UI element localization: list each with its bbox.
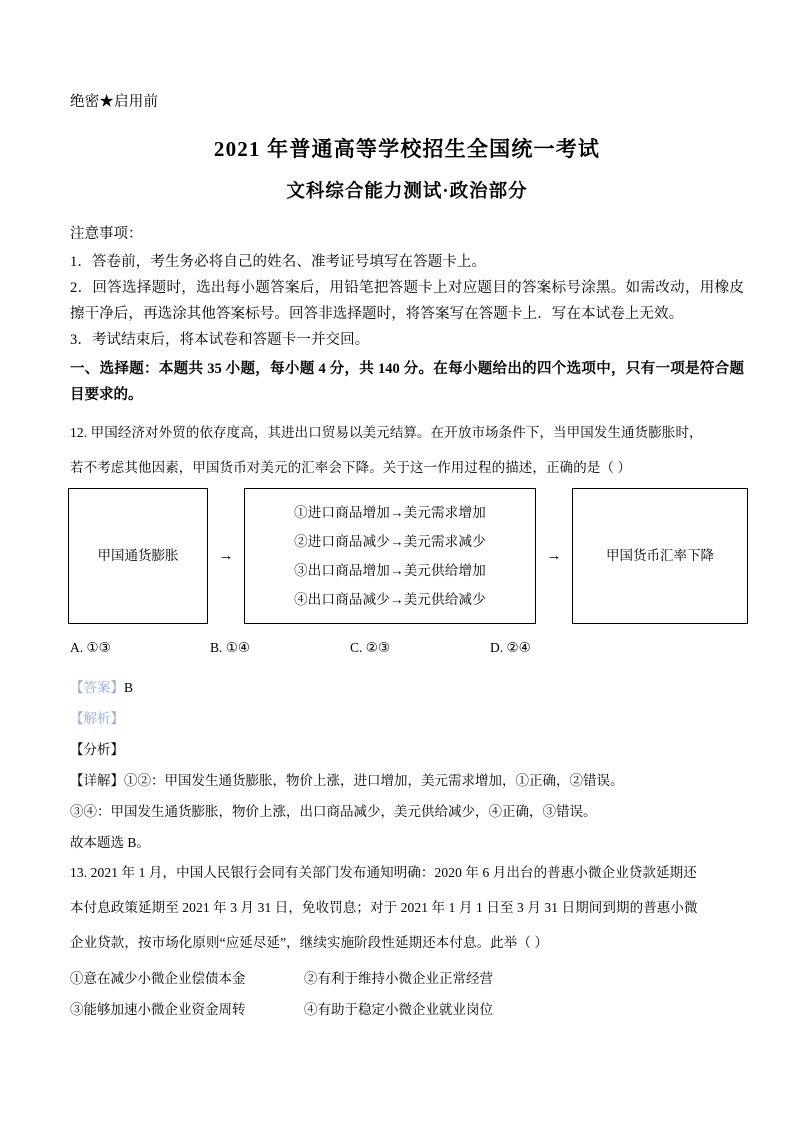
question-13-stem-line-2: 本付息政策延期至 2021 年 3 月 31 日，免收罚息；对于 2021 年 1 月 1 日至 3 月 31 日期间到期的普惠小微	[70, 900, 698, 915]
analysis-tag: 【解析】	[70, 711, 124, 726]
flow-process-line-3: ③出口商品增加→美元供给增加	[294, 563, 486, 578]
notices-heading: 注意事项：	[70, 226, 143, 242]
statement-1[interactable]: ①意在减少小微企业偿债本金	[70, 971, 246, 986]
flow-process-line-1: ①进口商品增加→美元需求增加	[294, 505, 486, 520]
arrow-right-icon-2: →	[546, 547, 562, 564]
statement-row	[70, 963, 744, 994]
flow-box-cause: 甲国通货膨胀	[68, 488, 208, 624]
question-12-conclusion: 故本题选 B。	[70, 835, 150, 850]
fenxi-tag: 【分析】	[70, 742, 124, 757]
statement-3[interactable]: ③能够加速小微企业资金周转	[70, 1002, 246, 1017]
question-12-flow-diagram	[68, 488, 748, 624]
question-12-stem-line-1: 12. 甲国经济对外贸的依存度高，其进出口贸易以美元结算。在开放市场条件下，当甲国发生通货膨胀时，	[70, 425, 703, 440]
answer-value: B	[124, 680, 134, 695]
flow-box-result: 甲国货币汇率下降	[572, 488, 748, 624]
statement-row	[70, 994, 744, 1025]
statement-4[interactable]: ④有助于稳定小微企业就业岗位	[304, 1002, 493, 1017]
option-c[interactable]: C. ②③	[350, 640, 390, 655]
option-d[interactable]: D. ②④	[490, 640, 531, 655]
notice-item-2: 2．回答选择题时，选出每小题答案后，用铅笔把答题卡上对应题目的答案标号涂黑。如需改动，用橡皮擦干净后，再选涂其他答案标号。回答非选择题时，将答案写在答题卡上．写在本试卷上无效。	[70, 280, 744, 322]
question-12-answer	[70, 672, 744, 703]
question-12-detail-line-1: 【详解】①②：甲国发生通货膨胀，物价上涨，进口增加，美元需求增加，①正确，②错误。	[70, 773, 624, 788]
flow-process-line-4: ④出口商品减少→美元供给减少	[294, 592, 486, 607]
page-title: 2021 年普通高等学校招生全国统一考试	[213, 137, 601, 161]
page-content	[70, 92, 744, 1025]
arrow-right-icon: →	[218, 547, 234, 564]
question-12-fenxi-tag-row	[70, 734, 744, 765]
section-intro: 一、选择题：本题共 35 小题，每小题 4 分，共 140 分。在每小题给出的四个选项中，只有一项是符合题目要求的。	[70, 361, 744, 403]
flow-process-line-2: ②进口商品减少→美元需求减少	[294, 534, 486, 549]
secrecy-notice: 绝密★启用前	[70, 94, 159, 110]
option-a[interactable]: A. ①③	[70, 640, 111, 655]
answer-tag: 【答案】	[70, 680, 124, 695]
notice-item-3: 3．考试结束后，将本试卷和答题卡一并交回。	[70, 332, 370, 348]
statement-2[interactable]: ②有利于维持小微企业正常经营	[304, 971, 493, 986]
option-b[interactable]: B. ①④	[210, 640, 250, 655]
question-12-options	[70, 634, 744, 662]
question-13-stem-line-3: 企业贷款，按市场化原则“应延尽延”，继续实施阶段性延期还本付息。此举（ ）	[70, 935, 549, 950]
question-13-statements	[70, 963, 744, 1025]
notice-item-1: 1．答卷前，考生务必将自己的姓名、准考证号填写在答题卡上。	[70, 254, 487, 270]
flow-box-process	[244, 488, 536, 624]
question-12-analysis-tag-row	[70, 703, 744, 734]
page-subtitle: 文科综合能力测试·政治部分	[286, 182, 528, 202]
question-12-detail-line-2: ③④：甲国发生通货膨胀，物价上涨，出口商品减少，美元供给减少，④正确，③错误。	[70, 804, 597, 819]
question-12-stem-line-2: 若不考虑其他因素，甲国货币对美元的汇率会下降。关于这一作用过程的描述，正确的是（ ）	[70, 460, 632, 475]
question-13-stem-line-1: 13. 2021 年 1 月，中国人民银行会同有关部门发布通知明确：2020 年 6 月出台的普惠小微企业贷款延期还	[70, 865, 697, 880]
